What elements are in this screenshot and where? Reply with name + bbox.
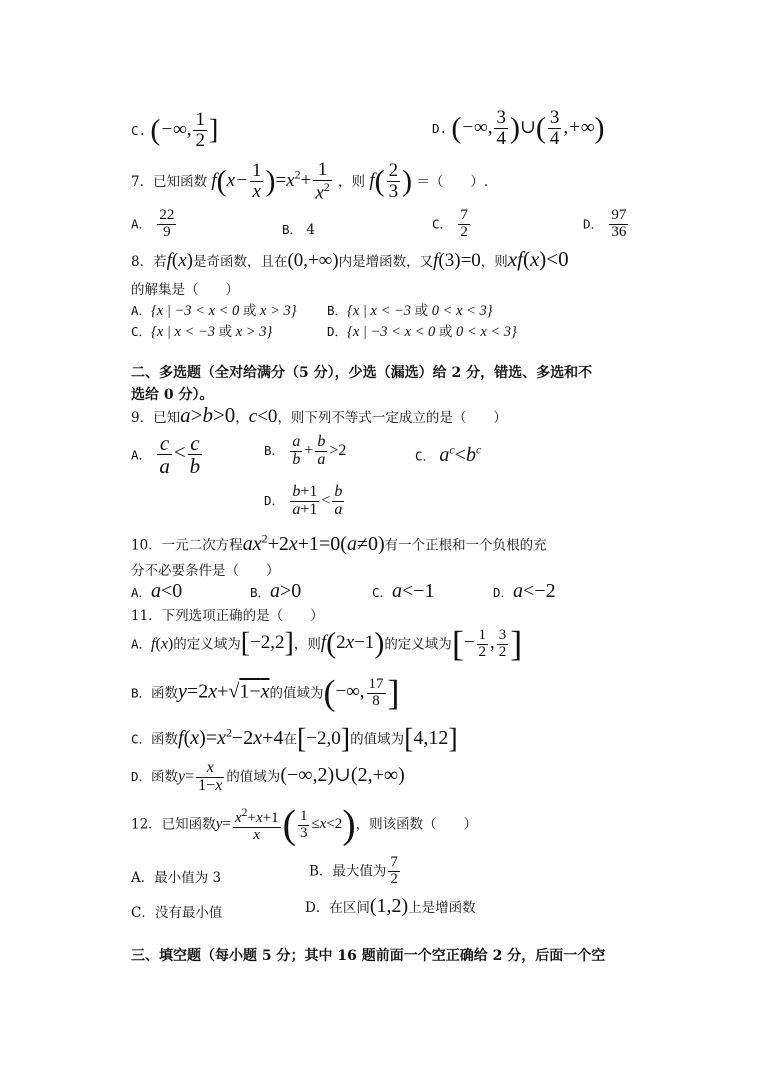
q8-option-a-mid: 或 (242, 303, 257, 319)
q8-stem-c: 内是增函数，又 (338, 254, 434, 270)
q6-option-c-math: (−∞, $\frac{1}{2}$ ] (150, 109, 219, 151)
q12-option-b-math: $\frac{7}{2}$ (390, 854, 398, 887)
q8-option-d (327, 320, 517, 341)
q8-stem-b: 是奇函数，且在 (192, 254, 288, 270)
q12-option-b (309, 855, 402, 888)
q8-option-c-mid: 或 (218, 324, 233, 340)
q10-option-b-math: a>0 (270, 580, 302, 602)
q8-option-a-pre: {x | −3 < x < 0 (151, 303, 243, 319)
q11-c-text3: 的值域为 (350, 731, 405, 748)
q7-option-b-label: B． (282, 222, 303, 237)
q9-option-a (131, 432, 204, 477)
q10-option-a-label: A． (131, 585, 152, 600)
q11-a-f2x: f(2x−1) (320, 627, 385, 660)
q9-option-b (264, 434, 346, 469)
q12-stem-pre: 12．已知函数 (131, 816, 216, 833)
q6-option-d-math: (−∞, $\frac{3}{4}$ )∪( $\frac{3}{4}$ ,+∞) (451, 107, 605, 149)
q7-option-c-value: $\frac{7}{2}$ (460, 207, 468, 240)
q10-option-d (493, 580, 556, 603)
q9-stem-pre: 9．已知 (131, 410, 181, 426)
q7-option-d-label: D． (583, 216, 604, 232)
q12-option-c: C．没有最小值 (131, 905, 223, 921)
q9-option-c-label: C． (415, 448, 436, 464)
q8-option-d-post: 0 < x < 3} (452, 324, 517, 340)
q9-condition-1: a>b>0 (180, 403, 236, 427)
q9-stem: 9．已知a>b>0，c<0，则下列不等式一定成立的是（ ） (131, 403, 507, 427)
q7-option-c (432, 208, 472, 241)
q10-equation: $ax^2+2x+1=0(a\ne 0)$ (242, 531, 385, 555)
q6-option-d (432, 108, 605, 149)
q9-option-c (415, 442, 481, 467)
q8-option-b-mid: 或 (414, 303, 429, 319)
q11-stem: 11．下列选项正确的是（ ） (131, 608, 324, 624)
q11-c-text2: 在 (283, 731, 297, 748)
q9-option-b-label: B． (264, 442, 285, 458)
q7-stem-mid: ，则 (338, 173, 366, 190)
q8-option-b-post: 0 < x < 3} (428, 303, 493, 319)
q10-option-a (131, 580, 182, 603)
q10-option-d-math: a<−2 (513, 580, 556, 602)
q11-b-function: y=2x+√1−x (178, 680, 270, 703)
q8-stem-d: ，则 (480, 254, 508, 270)
q9-option-c-math: $a^c<b^c$ (439, 442, 482, 466)
q11-d-text2: 的值域为 (226, 768, 281, 785)
q6-option-d-label: D. (432, 120, 448, 136)
q12-option-d-interval: (1,2) (369, 895, 409, 917)
q9-option-d-label: D． (264, 492, 285, 508)
q9-option-a-label: A． (131, 447, 152, 463)
q11-option-b-label: B． (131, 685, 152, 701)
q8-option-d-mid: 或 (438, 324, 453, 340)
q7-stem-pre: 7．已知函数 (131, 173, 208, 190)
q11-a-text1: 的定义域为 (173, 636, 241, 653)
q10-option-a-math: a<0 (151, 580, 183, 602)
q7-option-a-label: A． (131, 216, 152, 232)
q11-a-text2: ，则 (293, 636, 321, 653)
q11-option-d (131, 760, 405, 795)
q9-option-d-math: $\frac{b+1}{a+1}$ < $\frac{b}{a}$ (292, 483, 343, 518)
q10-stem (131, 531, 547, 556)
q8-option-a-label: A． (131, 303, 152, 318)
q11-c-text1: 函数 (151, 731, 179, 748)
q8-option-b (327, 299, 493, 320)
q6-option-c (131, 110, 218, 151)
q11-c-interval: [−2,0] (296, 723, 351, 755)
q11-a-domain2: [− $\frac{1}{2}$ , $\frac{3}{2}$ ] (451, 624, 523, 664)
section-2-heading-line1: 二、多选题（全对给满分（5 分），少选（漏选）给 2 分，错选、多选和不 (131, 365, 593, 381)
q11-option-c-label: C． (131, 731, 152, 747)
q7-stem-post: ＝（ ）. (416, 173, 489, 190)
q12-option-d-pre: D．在区间 (305, 900, 370, 916)
q11-d-text1: 函数 (151, 768, 179, 785)
q12-stem (131, 802, 478, 847)
q7-option-d-value: $\frac{97}{36}$ (611, 207, 627, 240)
q8-stem-a: 8．若 (131, 254, 167, 270)
q7-target-math: f( $\frac{2}{3}$ ) (369, 160, 413, 203)
q11-option-a-label: A． (131, 636, 152, 652)
q11-option-d-label: D． (131, 768, 152, 784)
q8-option-c-label: C． (131, 324, 152, 339)
q8-option-a (131, 299, 297, 320)
q12-option-d (305, 895, 476, 918)
q11-b-text2: 的值域为 (269, 685, 324, 702)
section-2-heading-line2: 选给 0 分）。 (131, 387, 214, 403)
q8-option-b-label: B． (327, 303, 348, 318)
q6-option-c-label: C. (131, 122, 147, 138)
q12-option-b-text: B．最大值为 (309, 863, 387, 880)
q8-stem (131, 247, 569, 272)
q10-option-c-math: a<−1 (392, 580, 435, 602)
q8-option-a-post: x > 3} (256, 303, 297, 319)
q7-stem (131, 160, 488, 203)
q8-option-d-pre: {x | −3 < x < 0 (347, 324, 439, 340)
q8-fx: f(x) (166, 250, 193, 271)
q11-option-c (131, 725, 458, 753)
q11-c-function: $f(x)=x^2-2x+4$ (178, 725, 284, 749)
q11-c-range: [4,12] (404, 723, 458, 755)
q10-option-d-label: D． (493, 585, 514, 600)
q10-option-c-label: C． (372, 585, 393, 600)
q10-option-b-label: B． (250, 585, 271, 600)
q9-condition-2: c<0 (248, 406, 278, 427)
q11-option-b (131, 675, 400, 711)
q8-f3: f(3)=0 (433, 250, 481, 271)
q8-interval: (0,+∞) (287, 250, 339, 271)
q7-condition-math: f(x− $\frac{1}{x}$ )$=x^2+$ $\frac{1}{x^2}$ (211, 159, 330, 204)
q10-stem-post: 有一个正根和一个负根的充 (384, 537, 547, 554)
q7-option-a (131, 208, 178, 241)
q11-option-a (131, 626, 522, 662)
q8-inequality: xf(x)<0 (507, 247, 569, 271)
q12-stem-post: ，则该函数（ ） (355, 816, 478, 833)
q7-option-c-label: C． (432, 216, 453, 232)
section-3-heading: 三、填空题（每小题 5 分；其中 16 题前面一个空正确给 2 分，后面一个空 (131, 948, 606, 964)
q7-option-b (282, 220, 315, 238)
q9-option-d (264, 484, 346, 519)
q11-d-range: (−∞,2)∪(2,+∞) (280, 763, 405, 786)
q9-option-b-math: $\frac{a}{b}$ + $\frac{b}{a}$ >2 (292, 433, 347, 468)
q10-stem-pre: 10．一元二次方程 (131, 537, 243, 554)
q11-a-domain1: [−2,2] (240, 628, 294, 659)
q8-option-c-post: x > 3} (232, 324, 273, 340)
q11-b-range: (−∞, $\frac{17}{8}$ ] (323, 673, 400, 713)
q10-stem-line2: 分不必要条件是（ ） (131, 563, 280, 579)
q12-option-a: A．最小值为 3 (131, 870, 222, 886)
q10-option-b (250, 580, 301, 603)
q8-option-c (131, 320, 272, 341)
q9-option-a-math: $\frac{c}{a}$ < $\frac{c}{b}$ (159, 431, 201, 479)
q11-a-text3: 的定义域为 (384, 636, 452, 653)
q10-option-c (372, 580, 435, 603)
q9-stem-post: ，则下列不等式一定成立的是（ ） (277, 410, 507, 426)
q7-option-a-value: $\frac{22}{9}$ (159, 207, 175, 240)
q12-option-d-post: 上是增函数 (408, 900, 476, 916)
q7-option-b-value: 4 (306, 222, 315, 238)
q8-option-c-pre: {x | x < −3 (151, 324, 219, 340)
q8-option-b-pre: {x | x < −3 (347, 303, 415, 319)
q11-d-function: y= $\frac{x}{1-x}$ (178, 759, 223, 794)
q11-b-text1: 函数 (151, 685, 179, 702)
q8-option-d-label: D． (327, 324, 348, 339)
q7-option-d (583, 208, 630, 241)
q12-function: y= $\frac{x^2+x+1}{x}$ ( $\frac{1}{3}$ ≤x<2) (215, 802, 356, 847)
q8-stem-line2: 的解集是（ ） (131, 282, 239, 298)
q11-a-fx: f(x) (151, 635, 174, 653)
